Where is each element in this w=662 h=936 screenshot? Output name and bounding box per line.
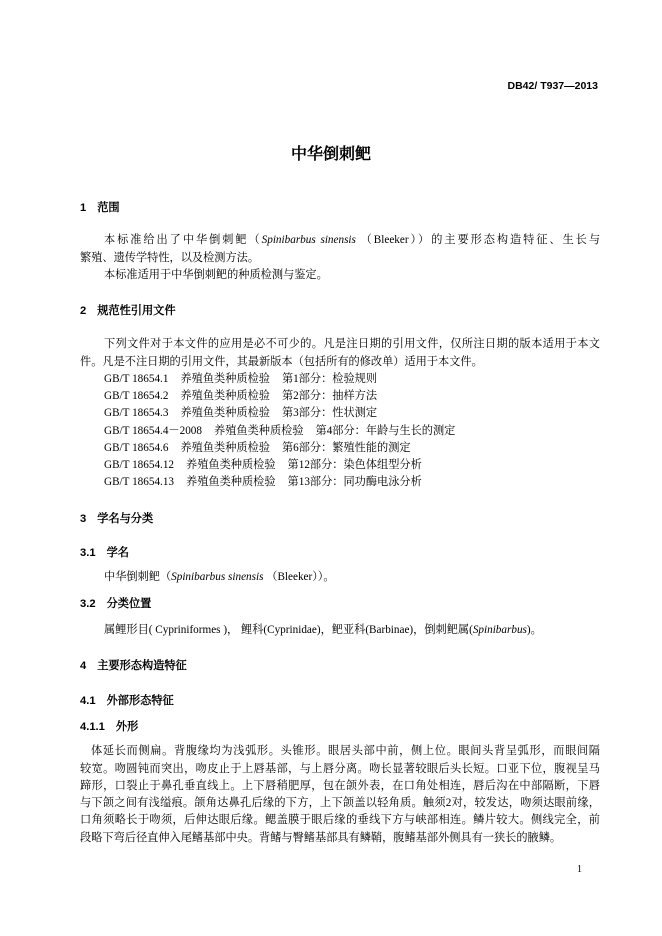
genus-name: Spinibarbus [472,624,527,637]
subsubsection-title: 外形 [115,720,139,733]
reference-title: 养殖鱼类种质检验 [180,441,270,454]
reference-part: 第12部分：染色体组型分析 [287,459,422,472]
reference-item [80,440,600,457]
reference-part: 第4部分：年龄与生长的测定 [315,424,456,437]
subsubsection-heading-shape [80,719,138,736]
shape-paragraph-line: 体延长而侧扁。背腹缘均为浅弧形。头锥形。眼居头部中前，侧上位。眼间头背呈弧形，而眼间隔 [91,745,600,758]
section-number: 2 [80,304,87,317]
section-heading-scope [80,200,120,217]
reference-title: 养殖鱼类种质检验 [180,407,270,420]
document-title: 中华倒刺鲃 [290,146,371,163]
section-title: 范围 [97,201,120,214]
reference-title: 养殖鱼类种质检验 [186,476,276,489]
subsection-heading-external-features [80,693,174,710]
text-run: 本标准给出了中华倒刺鲃（ [104,234,262,247]
reference-part: 第13部分：同功酶电泳分析 [287,476,422,489]
reference-title: 养殖鱼类种质检验 [180,390,270,403]
subsection-number: 3.1 [80,546,96,559]
reference-part: 第1部分：检验规则 [281,372,378,385]
scope-paragraph-line: 繁殖、遗传学特性，以及检测方法。 [80,251,260,264]
references-intro-line: 件。凡是不注日期的引用文件，其最新版本（包括所有的修改单）适用于本文件。 [80,355,483,368]
section-number: 3 [80,512,87,525]
reference-item [80,388,600,405]
reference-item [80,371,600,388]
reference-title: 养殖鱼类种质检验 [186,459,276,472]
text-run: )。 [526,624,542,637]
subsection-title: 外部形态特征 [106,694,174,707]
shape-paragraph-line: 口角须略长于吻须，后伸达眼后缘。鳃盖膜于眼后缘的垂线下方与峡部相连。鳞片较大。侧线完全，前 [80,814,600,827]
reference-code: GB/T 18654.3 [104,407,169,420]
shape-paragraph-line: 蹄形，口裂止于鼻孔垂直线上。上下唇稍肥厚，包在颌外表，在口角处相连，唇后沟在中部隔断，下唇 [80,779,600,792]
reference-title: 养殖鱼类种质检验 [214,424,304,437]
section-heading-normative-references [80,303,176,320]
reference-part: 第6部分：繁殖性能的测定 [281,441,411,454]
scientific-name-text [80,569,600,586]
scope-paragraph-line [80,232,600,249]
subsubsection-number: 4.1.1 [80,720,105,733]
text-run: 中华倒刺鲃（ [104,571,172,584]
shape-paragraph-line: 较宽。吻圆钝而突出，吻皮止于上唇基部，与上唇分离。吻长显著较眼后头长短。口亚下位，腹视呈马 [80,762,600,775]
text-run: （Bleeker））。 [263,571,335,584]
reference-title: 养殖鱼类种质检验 [180,372,270,385]
subsection-heading-classification [80,596,151,613]
section-number: 4 [80,659,87,672]
subsection-number: 4.1 [80,694,96,707]
reference-item [80,457,600,474]
reference-item [80,474,600,491]
subsection-heading-scientific-name [80,545,129,562]
classification-text [80,622,600,639]
section-number: 1 [80,201,87,214]
subsection-title: 学名 [106,546,129,559]
reference-code: GB/T 18654.6 [104,441,169,454]
reference-code: GB/T 18654.2 [104,390,169,403]
page-number: 1 [577,864,582,875]
section-title: 规范性引用文件 [97,304,176,317]
subsection-title: 分类位置 [106,597,152,610]
text-run: 属鲤形目( Cypriniformes )， 鲤科(Cyprinidae)，鲃亚科(Barbinae)，倒刺鲃属( [104,624,473,637]
references-intro-line: 下列文件对于本文件的应用是必不可少的。凡是注日期的引用文件，仅所注日期的版本适用于本文 [104,338,600,351]
section-heading-morphology [80,658,187,675]
scientific-name-line [80,569,600,586]
section-title: 主要形态构造特征 [97,659,187,672]
text-run: （Bleeker））的主要形态构造特征、生长与 [355,234,600,247]
normative-references-text [80,336,600,491]
reference-code: GB/T 18654.4－2008 [104,424,202,437]
shape-text [80,743,600,847]
shape-paragraph-line: 与下颌之间有浅缢痕。颌角达鼻孔后缘的下方，上下颌盖以轻角质。触须2对，较发达，吻须达眼前缘， [80,797,600,810]
shape-paragraph-line: 段略下弯后径直伸入尾鳍基部中央。背鳍与臀鳍基部具有鳞鞘，腹鳍基部外侧具有一狭长的腋鳞。 [80,831,562,844]
species-name: Spinibarbus sinensis [261,234,356,247]
reference-code: GB/T 18654.13 [104,476,175,489]
reference-code: GB/T 18654.12 [104,459,175,472]
section-heading-naming [80,511,153,528]
subsection-number: 3.2 [80,597,96,610]
reference-part: 第2部分：抽样方法 [281,390,378,403]
species-name: Spinibarbus sinensis [171,571,264,584]
document-code: DB42/ T937—2013 [507,80,598,92]
reference-part: 第3部分：性状测定 [281,407,378,420]
reference-item [80,405,600,422]
reference-item [80,423,600,440]
scope-text [80,232,600,284]
reference-code: GB/T 18654.1 [104,372,169,385]
scope-paragraph-line: 本标准适用于中华倒刺鲃的种质检测与鉴定。 [104,268,328,281]
classification-line [80,622,600,639]
section-title: 学名与分类 [97,512,154,525]
